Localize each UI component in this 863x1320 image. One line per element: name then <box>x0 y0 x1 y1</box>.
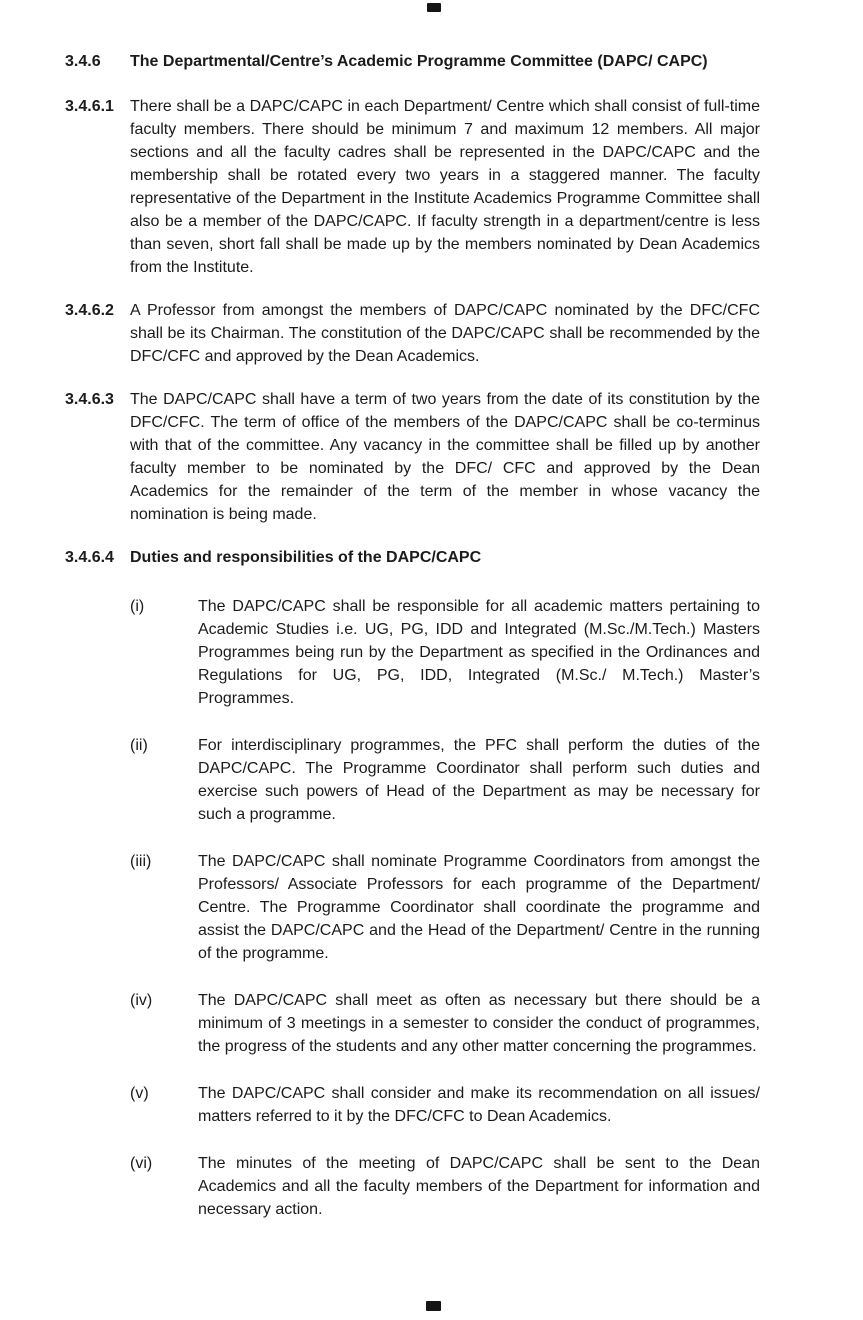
item-text: The minutes of the meeting of DAPC/CAPC shall be sent to the Dean Academics and all the faculty members of the Department for information and necessary action. <box>198 1155 760 1218</box>
section-number: 3.4.6.3 <box>65 391 114 408</box>
list-item-iv <box>130 989 760 1058</box>
section-3-4-6 <box>65 50 760 73</box>
item-label: (iv) <box>130 992 153 1009</box>
item-label: (vi) <box>130 1155 153 1172</box>
section-paragraph: The DAPC/CAPC shall have a term of two years from the date of its constitution by the DFC/CFC. The term of office of the members of the DAPC/CAPC shall be co-terminus with that of the committee. Any vacancy in the committee shall be filled up by another faculty member to be nominated by the DFC/ CFC and approved by the Dean Academics for the remainder of the term of the member in whose vacancy the nomination is being made. <box>130 391 760 523</box>
section-heading: Duties and responsibilities of the DAPC/CAPC <box>130 549 482 566</box>
section-number: 3.4.6.1 <box>65 98 114 115</box>
list-item-ii <box>130 734 760 826</box>
item-label: (i) <box>130 598 145 615</box>
item-text: The DAPC/CAPC shall consider and make its recommendation on all issues/ matters referred to it by the DFC/CFC to Dean Academics. <box>198 1085 760 1125</box>
section-number: 3.4.6.2 <box>65 302 114 319</box>
duties-list <box>130 595 760 1221</box>
section-heading: The Departmental/Centre’s Academic Programme Committee (DAPC/ CAPC) <box>130 53 708 70</box>
item-text: The DAPC/CAPC shall nominate Programme Coordinators from amongst the Professors/ Associate Professors for each programme of the Department/ Centre. The Programme Coordinator shall coordinate the programme and assist the DAPC/CAPC and the Head of the Department/ Centre in the running of the programme. <box>198 853 760 962</box>
section-3-4-6-3 <box>65 388 760 526</box>
item-label: (v) <box>130 1085 149 1102</box>
item-text: The DAPC/CAPC shall be responsible for all academic matters pertaining to Academic Studies i.e. UG, PG, IDD and Integrated (M.Sc./M.Tech.) Masters Programmes being run by the Department as specified in the Ordinances and Regulations for UG, PG, IDD, Integrated (M.Sc./ M.Tech.) Master’s Programmes. <box>198 598 760 707</box>
item-label: (iii) <box>130 853 152 870</box>
section-paragraph: There shall be a DAPC/CAPC in each Department/ Centre which shall consist of full-time faculty members. There should be minimum 7 and maximum 12 members. All major sections and all the faculty cadres shall be represented in the DAPC/CAPC and the membership shall be rotated every two years in a staggered manner. The faculty representative of the Department in the Institute Academics Programme Committee shall also be a member of the DAPC/CAPC. If faculty strength in a department/centre is less than seven, short fall shall be made up by the members nominated by Dean Academics from the Institute. <box>130 98 760 276</box>
document-content <box>65 50 760 1245</box>
list-item-iii <box>130 850 760 965</box>
item-text: The DAPC/CAPC shall meet as often as necessary but there should be a minimum of 3 meetings in a semester to consider the conduct of programmes, the progress of the students and any other matter concerning the programmes. <box>198 992 760 1055</box>
item-label: (ii) <box>130 737 148 754</box>
section-number: 3.4.6.4 <box>65 549 114 566</box>
section-3-4-6-1 <box>65 95 760 279</box>
header-crop-artifact <box>427 3 441 12</box>
section-3-4-6-4 <box>65 546 760 569</box>
list-item-vi <box>130 1152 760 1221</box>
list-item-v <box>130 1082 760 1128</box>
item-text: For interdisciplinary programmes, the PFC shall perform the duties of the DAPC/CAPC. The Programme Coordinator shall perform such duties and exercise such powers of Head of the Department as may be necessary for such a programme. <box>198 737 760 823</box>
section-number: 3.4.6 <box>65 53 101 70</box>
footer-crop-artifact <box>426 1301 441 1311</box>
section-3-4-6-2 <box>65 299 760 368</box>
list-item-i <box>130 595 760 710</box>
section-paragraph: A Professor from amongst the members of DAPC/CAPC nominated by the DFC/CFC shall be its Chairman. The constitution of the DAPC/CAPC shall be recommended by the DFC/CFC and approved by the Dean Academics. <box>130 302 760 365</box>
